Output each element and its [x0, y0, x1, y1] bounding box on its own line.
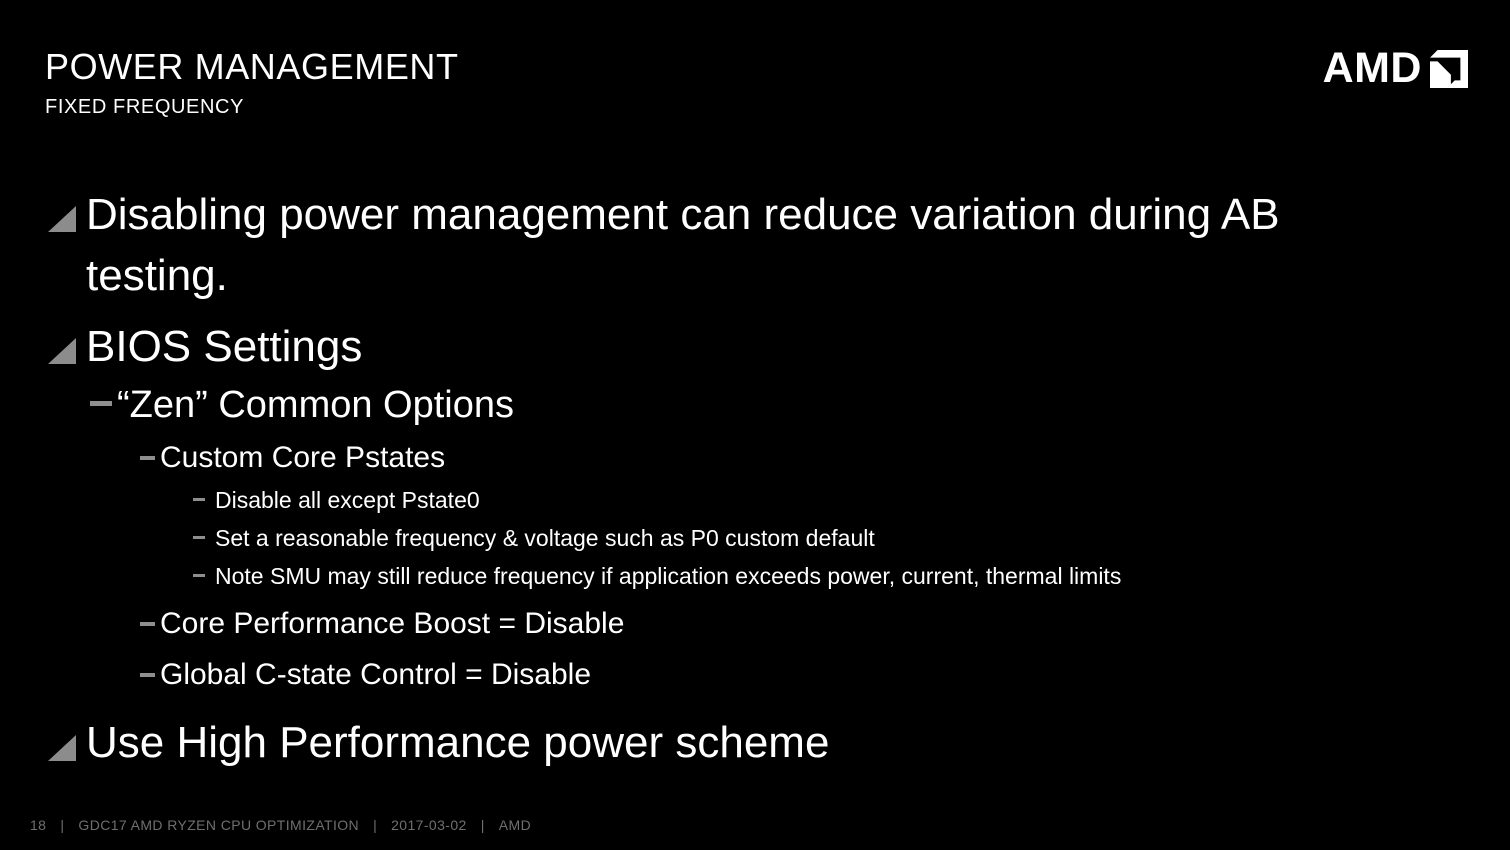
triangle-bullet-icon [48, 338, 76, 364]
bullet-text-disabling: Disabling power management can reduce variation during AB testing. [86, 190, 1280, 300]
bullet-row-cstate [140, 655, 591, 695]
bullet-row-bios [48, 316, 362, 377]
footer-separator: | [373, 817, 378, 833]
dash-bullet-icon [193, 536, 205, 539]
slide-subtitle: FIXED FREQUENCY [45, 96, 245, 118]
bullet-text-pstates-detail-2: Set a reasonable frequency & voltage such as P0 custom default [215, 525, 875, 551]
bullet-text-pstates-detail-1: Disable all except Pstate0 [215, 487, 480, 513]
dash-bullet-icon [140, 622, 155, 626]
bullet-row-zen-options [90, 381, 514, 429]
bullet-row-pstates-detail-2 [193, 523, 875, 553]
footer-separator: | [480, 817, 485, 833]
bullet-text-bios: BIOS Settings [86, 322, 363, 371]
bullet-text-pstates-detail-3: Note SMU may still reduce frequency if application exceeds power, current, thermal limits [215, 563, 1122, 589]
bullet-text-cstate: Global C-state Control = Disable [160, 658, 592, 691]
dash-bullet-icon [140, 456, 155, 460]
bullet-row-pstates-detail-3 [193, 561, 1121, 591]
footer-date: 2017-03-02 [391, 817, 467, 833]
triangle-bullet-icon [48, 206, 76, 232]
bullet-text-zen-options: “Zen” Common Options [117, 384, 515, 426]
footer-deck-title: GDC17 AMD RYZEN CPU OPTIMIZATION [78, 817, 360, 833]
bullet-row-custom-pstates [140, 438, 445, 478]
dash-bullet-icon [140, 673, 155, 677]
dash-bullet-icon [193, 498, 205, 501]
footer-company: AMD [498, 817, 532, 833]
bullet-row-pstates-detail-1 [193, 485, 480, 515]
amd-arrow-icon [1430, 50, 1468, 88]
bullet-row-core-boost [140, 604, 624, 644]
footer-page-number: 18 [30, 817, 47, 833]
bullet-text-custom-pstates: Custom Core Pstates [160, 441, 446, 474]
bullet-text-core-boost: Core Performance Boost = Disable [160, 607, 625, 640]
bullet-row-power-scheme [48, 712, 829, 773]
footer [30, 817, 531, 833]
dash-bullet-icon [90, 401, 112, 406]
amd-logo [1322, 44, 1468, 92]
triangle-bullet-icon [48, 735, 76, 761]
slide-title: POWER MANAGEMENT [45, 46, 459, 87]
dash-bullet-icon [193, 574, 205, 577]
footer-separator: | [60, 817, 65, 833]
amd-logo-text: AMD [1322, 44, 1422, 92]
bullet-row-disabling [48, 184, 1421, 306]
bullet-text-power-scheme: Use High Performance power scheme [86, 718, 830, 767]
